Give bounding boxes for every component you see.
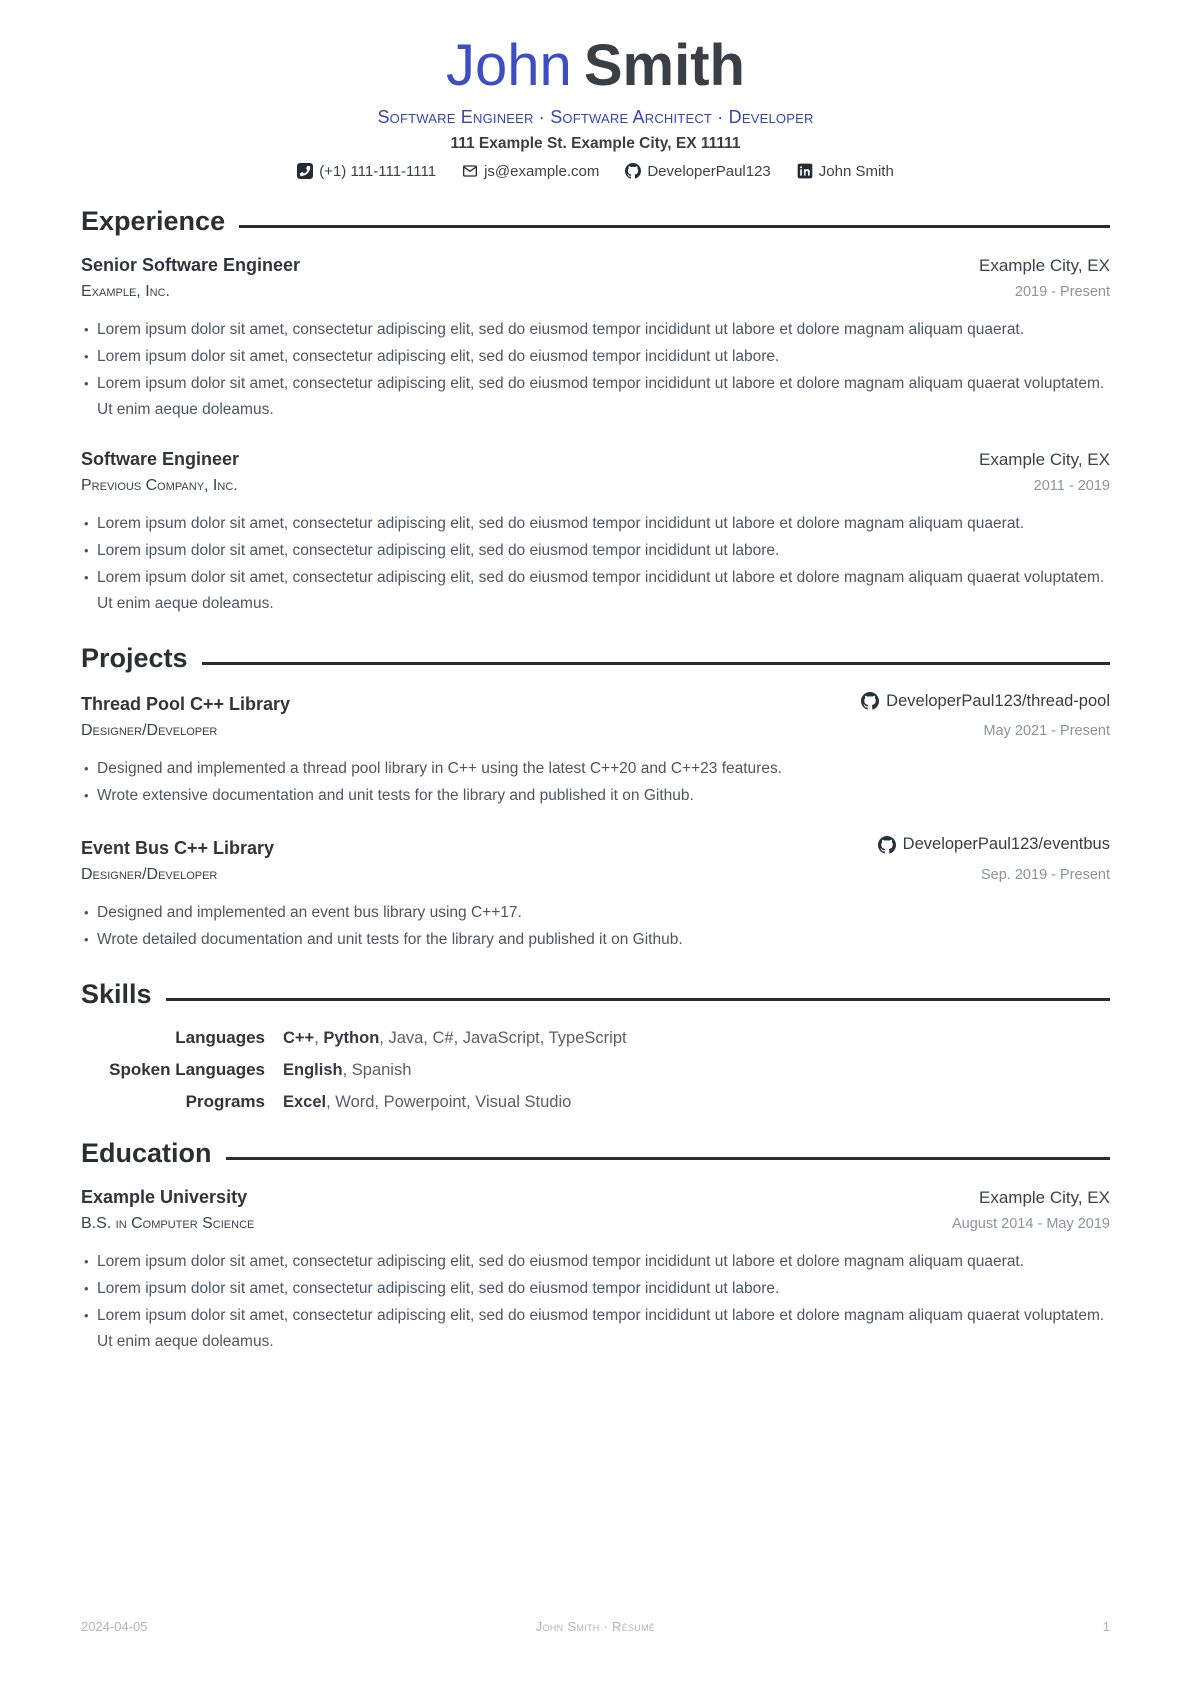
linkedin-contact[interactable]	[797, 163, 894, 180]
degree: B.S. in Computer Science	[81, 1214, 255, 1232]
bullet-item: • Designed and implemented an event bus library using C++17.	[97, 900, 1110, 926]
phone-number: (+1) 111-111-1111	[319, 162, 437, 180]
job-entry	[81, 449, 1110, 617]
bullet-item: • Lorem ipsum dolor sit amet, consectetur adipiscing elit, sed do eiusmod tempor incididunt ut labore et dolore magnam aliquam quaerat voluptatem. Ut enim aeque doleamus.	[97, 1303, 1110, 1355]
job-title: Senior Software Engineer	[81, 254, 301, 275]
job-bullets	[81, 511, 1110, 617]
address: 111 Example St. Example City, EX 11111	[450, 134, 741, 152]
job-company: Example, Inc.	[81, 282, 170, 300]
skill-row	[81, 1092, 1110, 1112]
experience-title: Experience	[81, 205, 226, 236]
bullet-item: • Lorem ipsum dolor sit amet, consectetur adipiscing elit, sed do eiusmod tempor incididunt ut labore.	[97, 538, 1110, 564]
last-name: Smith	[583, 33, 745, 98]
education-dates: August 2014 - May 2019	[952, 1215, 1110, 1232]
project-bullets	[81, 756, 1110, 809]
project-entry	[81, 692, 1110, 810]
github-contact[interactable]	[625, 163, 770, 180]
school-location: Example City, EX	[978, 1187, 1110, 1207]
job-location: Example City, EX	[978, 255, 1110, 275]
job-bullets	[81, 317, 1110, 423]
education-entry	[81, 1187, 1110, 1355]
job-location: Example City, EX	[978, 449, 1110, 469]
github-icon	[861, 692, 879, 710]
skill-value: Excel, Word, Powerpoint, Visual Studio	[283, 1092, 572, 1111]
education-title: Education	[81, 1137, 212, 1168]
email-address: js@example.com	[484, 162, 600, 180]
section-rule	[202, 662, 1110, 665]
email-icon	[462, 163, 478, 179]
first-name: John	[446, 33, 572, 98]
projects-section-heading	[81, 643, 1110, 674]
project-name: Event Bus C++ Library	[81, 837, 275, 858]
footer-page-number: 1	[1102, 1619, 1110, 1634]
skill-label: Languages	[175, 1027, 265, 1047]
footer-date: 2024-04-05	[81, 1619, 148, 1634]
experience-section-heading	[81, 206, 1110, 237]
github-handle: DeveloperPaul123	[647, 162, 771, 180]
section-rule	[166, 998, 1110, 1001]
section-rule	[226, 1157, 1110, 1160]
school-name: Example University	[81, 1186, 248, 1207]
project-bullets	[81, 900, 1110, 953]
github-icon	[625, 163, 641, 179]
job-dates: 2019 - Present	[1014, 283, 1110, 300]
name	[81, 33, 1110, 98]
phone-icon	[297, 163, 313, 179]
skill-label: Spoken Languages	[109, 1059, 265, 1079]
project-role: Designer/Developer	[81, 722, 218, 740]
job-company: Previous Company, Inc.	[81, 476, 238, 494]
resume-header	[81, 33, 1110, 180]
footer-document-title: John Smith · Résumé	[535, 1619, 656, 1634]
project-repo-link[interactable]	[878, 835, 1110, 854]
linkedin-name: John Smith	[818, 162, 894, 180]
bullet-item: • Wrote extensive documentation and unit tests for the library and published it on Github.	[97, 783, 1110, 809]
skill-label: Programs	[185, 1091, 265, 1111]
repo-path: DeveloperPaul123/thread-pool	[886, 691, 1110, 710]
bullet-item: • Lorem ipsum dolor sit amet, consectetur adipiscing elit, sed do eiusmod tempor incididunt ut labore et dolore magnam aliquam quaerat.	[97, 511, 1110, 537]
bullet-item: • Lorem ipsum dolor sit amet, consectetur adipiscing elit, sed do eiusmod tempor incididunt ut labore.	[97, 1276, 1110, 1302]
job-dates: 2011 - 2019	[1033, 477, 1110, 494]
email-contact[interactable]	[462, 163, 599, 180]
tagline: Software Engineer · Software Architect · Developer	[377, 106, 814, 127]
linkedin-icon	[797, 163, 813, 179]
project-dates: May 2021 - Present	[983, 723, 1110, 740]
project-entry	[81, 835, 1110, 953]
bullet-item: • Lorem ipsum dolor sit amet, consectetur adipiscing elit, sed do eiusmod tempor incididunt ut labore et dolore magnam aliquam quaerat voluptatem. Ut enim aeque doleamus.	[97, 565, 1110, 617]
skills-table	[81, 1028, 1110, 1112]
projects-title: Projects	[81, 642, 188, 673]
bullet-item: • Designed and implemented a thread pool library in C++ using the latest C++20 and C++23 features.	[97, 756, 1110, 782]
job-entry	[81, 255, 1110, 423]
project-role: Designer/Developer	[81, 865, 218, 883]
contact-row	[81, 163, 1110, 180]
page-footer	[81, 1619, 1110, 1634]
phone-contact[interactable]	[297, 163, 436, 180]
job-title: Software Engineer	[81, 448, 240, 469]
skills-title: Skills	[81, 978, 152, 1009]
bullet-item: • Lorem ipsum dolor sit amet, consectetur adipiscing elit, sed do eiusmod tempor incididunt ut labore.	[97, 344, 1110, 370]
project-dates: Sep. 2019 - Present	[981, 866, 1110, 883]
github-icon	[878, 836, 896, 854]
skills-section-heading	[81, 979, 1110, 1010]
bullet-item: • Wrote detailed documentation and unit tests for the library and published it on Github.	[97, 927, 1110, 953]
skill-row	[81, 1028, 1110, 1048]
bullet-item: • Lorem ipsum dolor sit amet, consectetur adipiscing elit, sed do eiusmod tempor incididunt ut labore et dolore magnam aliquam quaerat voluptatem. Ut enim aeque doleamus.	[97, 371, 1110, 423]
repo-path: DeveloperPaul123/eventbus	[902, 835, 1110, 854]
skill-row	[81, 1060, 1110, 1080]
project-repo-link[interactable]	[861, 692, 1110, 711]
bullet-item: • Lorem ipsum dolor sit amet, consectetur adipiscing elit, sed do eiusmod tempor incididunt ut labore et dolore magnam aliquam quaerat.	[97, 317, 1110, 343]
project-name: Thread Pool C++ Library	[81, 694, 291, 715]
skill-value: English, Spanish	[283, 1060, 412, 1079]
bullet-item: • Lorem ipsum dolor sit amet, consectetur adipiscing elit, sed do eiusmod tempor incididunt ut labore et dolore magnam aliquam quaerat.	[97, 1249, 1110, 1275]
section-rule	[239, 225, 1110, 228]
skill-value: C++, Python, Java, C#, JavaScript, TypeScript	[283, 1028, 627, 1047]
education-bullets	[81, 1249, 1110, 1355]
education-section-heading	[81, 1138, 1110, 1169]
